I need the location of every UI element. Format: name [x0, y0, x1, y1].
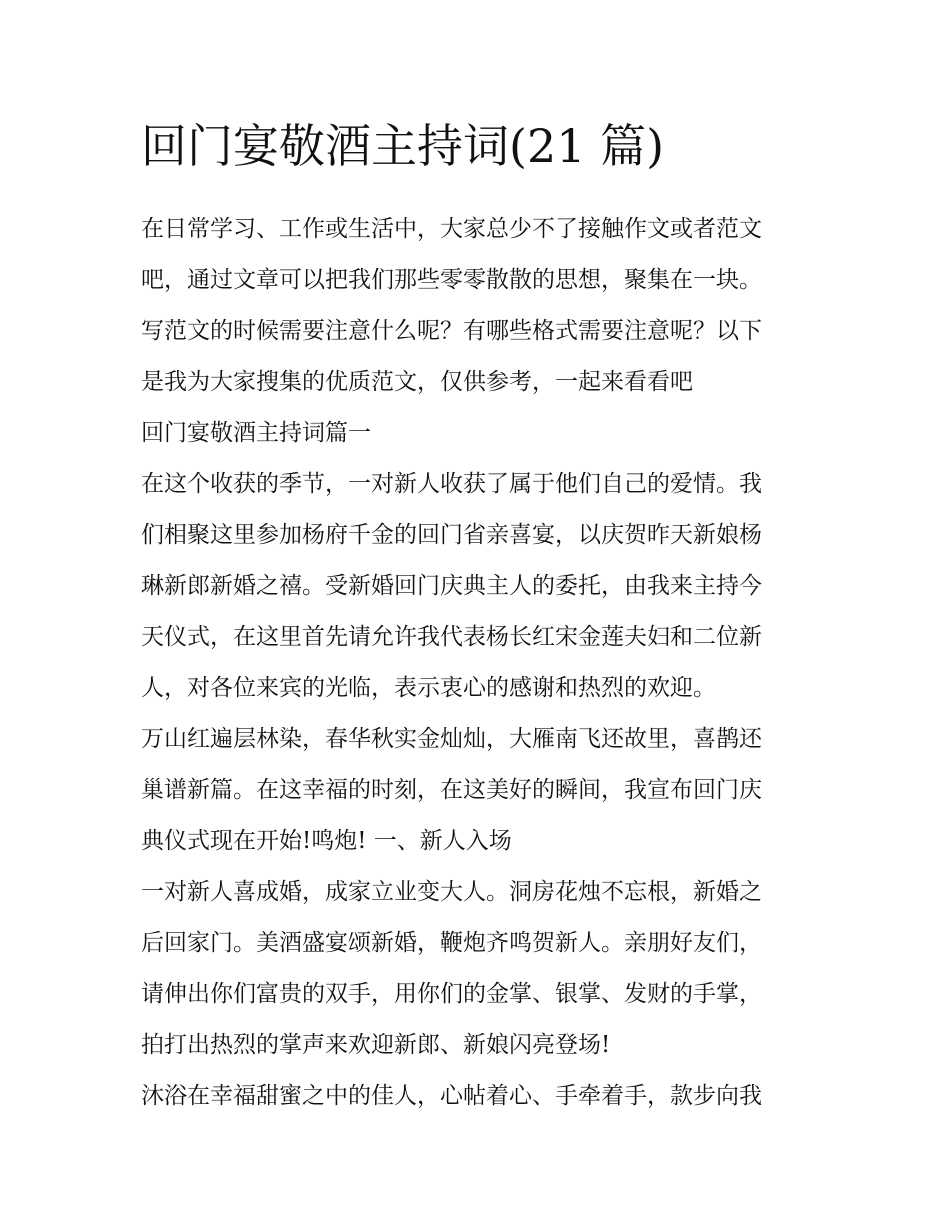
document-body — [141, 204, 813, 1122]
section-heading: 回门宴敬酒主持词篇一 — [141, 420, 371, 446]
text-line-14: 一对新人喜成婚，成家立业变大人。洞房花烛不忘根，新婚之 — [141, 879, 762, 905]
document-page — [141, 112, 813, 1122]
text-line-17: 拍打出热烈的掌声来欢迎新郎、新娘闪亮登场! — [141, 1032, 611, 1058]
text-line-13: 典仪式现在开始!鸣炮! 一、新人入场 — [141, 828, 512, 854]
text-line-9: 天仪式，在这里首先请允许我代表杨长红宋金莲夫妇和二位新 — [141, 624, 762, 650]
text-line-7: 们相聚这里参加杨府千金的回门省亲喜宴，以庆贺昨天新娘杨 — [141, 522, 762, 548]
text-line-18: 沐浴在幸福甜蜜之中的佳人，心帖着心、手牵着手，款步向我 — [141, 1083, 762, 1109]
text-line-10: 人，对各位来宾的光临，表示衷心的感谢和热烈的欢迎。 — [141, 675, 716, 701]
text-line-12: 巢谱新篇。在这幸福的时刻，在这美好的瞬间，我宣布回门庆 — [141, 777, 762, 803]
text-line-11: 万山红遍层林染，春华秋实金灿灿，大雁南飞还故里，喜鹊还 — [141, 726, 762, 752]
text-line-1: 在日常学习、工作或生活中，大家总少不了接触作文或者范文 — [141, 216, 762, 242]
text-line-16: 请伸出你们富贵的双手，用你们的金掌、银掌、发财的手掌， — [141, 981, 762, 1007]
text-line-6: 在这个收获的季节，一对新人收获了属于他们自己的爱情。我 — [141, 471, 762, 497]
text-line-3: 写范文的时候需要注意什么呢？有哪些格式需要注意呢？以下 — [141, 318, 762, 344]
text-line-8: 琳新郎新婚之禧。受新婚回门庆典主人的委托，由我来主持今 — [141, 573, 762, 599]
text-line-15: 后回家门。美酒盛宴颂新婚，鞭炮齐鸣贺新人。亲朋好友们， — [141, 930, 762, 956]
document-title: 回门宴敬酒主持词(21 篇) — [141, 119, 665, 173]
text-line-4: 是我为大家搜集的优质范文，仅供参考，一起来看看吧 — [141, 369, 693, 395]
text-line-2: 吧，通过文章可以把我们那些零零散散的思想，聚集在一块。 — [141, 267, 762, 293]
